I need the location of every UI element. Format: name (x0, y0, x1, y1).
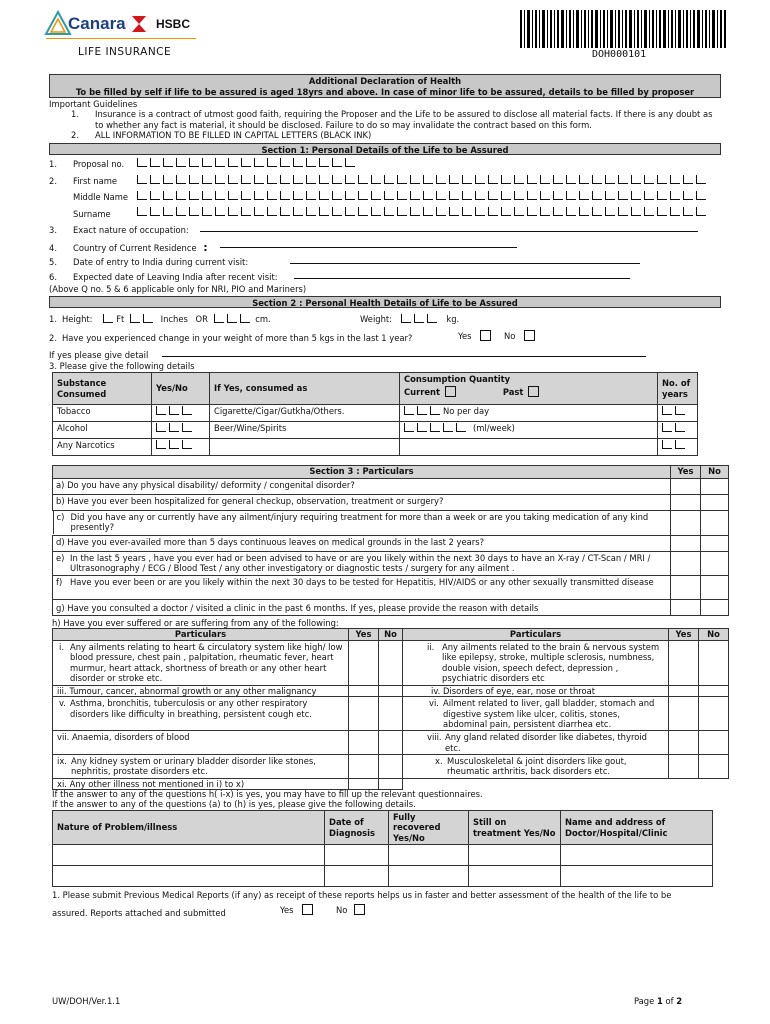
question-row: d) Have you ever-availed more than 5 days continuous leaves on medical grounds in the last 2 years? (53, 536, 729, 552)
answer-yes-cell[interactable] (671, 552, 701, 576)
letter-box[interactable] (228, 158, 238, 167)
reports-no: No (336, 904, 365, 915)
letter-box[interactable] (488, 207, 498, 216)
section3-no-header: No (701, 466, 729, 479)
letter-box[interactable] (579, 191, 589, 200)
answer-no-cell[interactable] (701, 479, 729, 495)
letter-box[interactable] (618, 207, 628, 216)
guidelines-heading: Important Guidelines (49, 99, 138, 109)
letter-box[interactable] (345, 191, 355, 200)
letter-box[interactable] (371, 175, 381, 184)
letter-box[interactable] (293, 207, 303, 216)
letter-box[interactable] (410, 207, 420, 216)
letter-box[interactable] (410, 175, 420, 184)
letter-box[interactable] (267, 191, 277, 200)
letter-box[interactable] (137, 207, 147, 216)
letter-box[interactable] (189, 207, 199, 216)
form-code: UW/DOH/Ver.1.1 (52, 996, 121, 1006)
substance-table (52, 372, 698, 456)
problem-details-table (52, 810, 713, 887)
yesno-boxes[interactable] (152, 439, 210, 456)
q3-label: 3. Please give the following details (49, 361, 195, 371)
letter-box[interactable] (332, 207, 342, 216)
logo (40, 8, 200, 60)
letter-box[interactable] (605, 175, 615, 184)
answer-yes-cell[interactable] (671, 575, 701, 599)
letter-box[interactable] (475, 175, 485, 184)
letter-box[interactable] (397, 191, 407, 200)
answer-no-cell[interactable] (701, 495, 729, 511)
section2-title: Section 2 : Personal Health Details of Life to be Assured (49, 296, 721, 308)
table-row: Alcohol Beer/Wine/Spirits (ml/week) (53, 422, 698, 439)
letter-box[interactable] (384, 207, 394, 216)
letter-box[interactable] (384, 175, 394, 184)
letter-box[interactable] (293, 175, 303, 184)
letter-box[interactable] (566, 207, 576, 216)
middle-name-input[interactable] (137, 191, 709, 201)
letter-box[interactable] (449, 191, 459, 200)
col-date: Date of Diagnosis (325, 811, 389, 845)
answer-no-cell[interactable] (701, 575, 729, 599)
letter-box[interactable] (423, 207, 433, 216)
particulars-row: v. Asthma, bronchitis, tuberculosis or any other respiratory disorders like difficulty in breathing, persistent cough etc. vi. Ailment related to liver, gall bladder, stomach and digestive system like ulcer, colitis, stones, abdominal pain, persistent diarrhea etc. (53, 697, 729, 731)
letter-box[interactable] (241, 158, 251, 167)
letter-box[interactable] (527, 191, 537, 200)
particulars-row: xi. Any other illness not mentioned in i) to x) (53, 778, 729, 789)
answer-no-cell[interactable] (701, 599, 729, 615)
letter-box[interactable] (475, 191, 485, 200)
life-insurance-label: LIFE INSURANCE (78, 46, 172, 58)
letter-box[interactable] (514, 207, 524, 216)
letter-box[interactable] (501, 191, 511, 200)
table-row (53, 866, 713, 887)
letter-box[interactable] (267, 207, 277, 216)
letter-box[interactable] (163, 207, 173, 216)
col-still: Still on treatment Yes/No (469, 811, 561, 845)
reports-submitted-label: assured. Reports attached and submitted (52, 908, 226, 918)
leaving-date-row: 6. Expected date of Leaving India after recent visit: (49, 272, 278, 282)
height-cm-box[interactable] (227, 314, 237, 323)
letter-box[interactable] (618, 175, 628, 184)
question-row: c) Did you have any or currently have any ailment/injury requiring treatment for more than a week or are you taking medication of any kind presently? (53, 511, 729, 536)
letter-box[interactable] (631, 175, 641, 184)
col-substance: Substance Consumed (53, 373, 152, 405)
middle-name-label: Middle Name (73, 192, 129, 202)
logo-underline (46, 38, 196, 39)
letter-box[interactable] (189, 158, 199, 167)
letter-box[interactable] (605, 191, 615, 200)
letter-box[interactable] (306, 158, 316, 167)
nri-note: (Above Q no. 5 & 6 applicable only for NRI, PIO and Mariners) (49, 284, 307, 294)
letter-box[interactable] (592, 191, 602, 200)
height-inch-box[interactable] (143, 314, 153, 323)
entry-date-input[interactable] (290, 256, 640, 264)
letter-box[interactable] (501, 175, 511, 184)
particulars-row: ix. Any kidney system or urinary bladder disorder like stones, nephritis, prostate disorders etc. x. Musculoskeletal & joint disorders like gout, rheumatic arthritis, back disorders etc. (53, 754, 729, 778)
letter-box[interactable] (189, 175, 199, 184)
letter-box[interactable] (540, 191, 550, 200)
col-ifyes: If Yes, consumed as (210, 373, 400, 405)
letter-box[interactable] (176, 175, 186, 184)
table-row (53, 845, 713, 866)
surname-label: Surname (73, 209, 111, 219)
letter-box[interactable] (202, 175, 212, 184)
height-row: 1. Height: Ft Inches OR cm. (49, 314, 271, 324)
letter-box[interactable] (540, 207, 550, 216)
letter-box[interactable] (423, 191, 433, 200)
letter-box[interactable] (150, 191, 160, 200)
years-boxes[interactable] (658, 405, 698, 422)
answer-no-cell[interactable] (701, 536, 729, 552)
question-row: g) Have you consulted a doctor / visited a clinic in the past 6 months. If yes, please provide the reason with details (53, 599, 729, 615)
letter-box[interactable] (631, 207, 641, 216)
letter-box[interactable] (410, 191, 420, 200)
height-cm-box[interactable] (214, 314, 224, 323)
particulars-row: iii. Tumour, cancer, abnormal growth or any other malignancy iv. Disorders of eye, ear, nose or throat (53, 686, 729, 697)
letter-box[interactable] (176, 158, 186, 167)
letter-box[interactable] (618, 191, 628, 200)
brand-canara: Canara (68, 14, 126, 33)
occupation-input[interactable] (200, 224, 698, 232)
letter-box[interactable] (475, 207, 485, 216)
letter-box[interactable] (163, 158, 173, 167)
proposal-no-row: 1. Proposal no. (49, 159, 125, 169)
letter-box[interactable] (358, 207, 368, 216)
guideline-item: 1. Insurance is a contract of utmost good faith, requiring the Proposer and the Life to be assured to disclose all material facts. If there is any doubt as to whether any fact is material, it should be disclosed. Failure to do so may invalidate the contract based on this form. (71, 109, 713, 130)
question-row: f) Have you ever been or are you likely within the next 30 days to be tested for Hepatitis, HIV/AIDS or any other sexually transmitted disease (53, 575, 729, 599)
letter-box[interactable] (137, 175, 147, 184)
qty-past-checkbox[interactable] (528, 386, 539, 397)
letter-box[interactable] (462, 191, 472, 200)
barcode-text: DOH000101 (592, 49, 647, 60)
letter-box[interactable] (514, 191, 524, 200)
barcode-icon (520, 10, 726, 48)
letter-box[interactable] (319, 158, 329, 167)
qty-cell[interactable]: (ml/week) (400, 422, 658, 439)
letter-box[interactable] (488, 175, 498, 184)
height-cm-box[interactable] (240, 314, 250, 323)
particulars-row: i. Any ailments relating to heart & circulatory system like high/ low blood pressure, chest pain , palpitation, rheumatic fever, heart murmur, heart attack, shortness of breath or any other heart disorder or stroke etc. ii. Any ailments related to the brain & nervous system like epilepsy, stroke, multiple sclerosis, numbness, double vision, speech defect, depression , psychiatric disorders etc (53, 641, 729, 686)
letter-box[interactable] (371, 207, 381, 216)
particulars-row: vii. Anaemia, disorders of blood viii. Any gland related disorder like diabetes, thyroid etc. (53, 731, 729, 755)
qty-cell[interactable]: No per day (400, 405, 658, 422)
letter-box[interactable] (605, 207, 615, 216)
answer-no-cell[interactable] (701, 511, 729, 536)
letter-box[interactable] (696, 207, 706, 216)
letter-box[interactable] (345, 158, 355, 167)
letter-box[interactable] (319, 191, 329, 200)
section3-yes-header: Yes (671, 466, 701, 479)
letter-box[interactable] (332, 191, 342, 200)
letter-box[interactable] (306, 191, 316, 200)
letter-box[interactable] (553, 191, 563, 200)
form-title-bar (49, 74, 721, 98)
letter-box[interactable] (267, 175, 277, 184)
letter-box[interactable] (592, 207, 602, 216)
reports-yes: Yes (280, 904, 313, 915)
brand-hsbc: HSBC (156, 17, 191, 31)
letter-box[interactable] (553, 207, 563, 216)
letter-box[interactable] (631, 191, 641, 200)
letter-box[interactable] (254, 207, 264, 216)
height-inch-box[interactable] (130, 314, 140, 323)
letter-box[interactable] (254, 175, 264, 184)
col-doctor: Name and address of Doctor/Hospital/Clinic (561, 811, 713, 845)
letter-box[interactable] (280, 175, 290, 184)
page-subtitle: To be filled by self if life to be assured is aged 18yrs and above. In case of minor life to be assured, details to be filled by proposer (75, 87, 695, 97)
particulars-header-right: Particulars (403, 629, 669, 641)
question-row: e) In the last 5 years , have you ever had or been advised to have or are you likely within the next 30 days to have an X-ray / CT-Scan / MRI / Ultrasonography / ECG / Blood Test / any other investigatory or diagnostic tests / surgery for any ailment . (53, 552, 729, 576)
letter-box[interactable] (644, 207, 654, 216)
letter-box[interactable] (696, 191, 706, 200)
letter-box[interactable] (579, 175, 589, 184)
letter-box[interactable] (566, 191, 576, 200)
letter-box[interactable] (449, 207, 459, 216)
answer-yes-cell[interactable] (671, 495, 701, 511)
letter-box[interactable] (540, 175, 550, 184)
letter-box[interactable] (514, 175, 524, 184)
letter-box[interactable] (306, 207, 316, 216)
letter-box[interactable] (228, 191, 238, 200)
country-input[interactable] (220, 240, 517, 248)
weight-row: Weight: kg. (360, 314, 460, 324)
guidelines (49, 99, 721, 140)
letter-box[interactable] (163, 191, 173, 200)
letter-box[interactable] (696, 175, 706, 184)
yesno-boxes[interactable] (152, 405, 210, 422)
letter-box[interactable] (371, 191, 381, 200)
section3-title: Section 3 : Particulars (53, 466, 671, 479)
letter-box[interactable] (202, 191, 212, 200)
letter-box[interactable] (163, 175, 173, 184)
country-row: 4. Country of Current Residence : (49, 241, 208, 254)
letter-box[interactable] (488, 191, 498, 200)
letter-box[interactable] (657, 191, 667, 200)
letter-box[interactable] (280, 207, 290, 216)
answer-no-cell[interactable] (701, 552, 729, 576)
letter-box[interactable] (657, 207, 667, 216)
reports-note: 1. Please submit Previous Medical Reports (if any) as receipt of these reports helps us in faster and better assessment of the health of the life to be (52, 890, 672, 900)
letter-box[interactable] (657, 175, 667, 184)
letter-box[interactable] (241, 207, 251, 216)
letter-box[interactable] (176, 207, 186, 216)
note-questionnaires: If the answer to any of the questions h( i-x) is yes, you may have to fill up the relevant questionnaires. (52, 789, 483, 799)
letter-box[interactable] (462, 207, 472, 216)
col-qty: Consumption Quantity Current Past (400, 373, 658, 405)
letter-box[interactable] (319, 175, 329, 184)
page-title: Additional Declaration of Health (308, 76, 462, 86)
letter-box[interactable] (306, 175, 316, 184)
qty-current-checkbox[interactable] (445, 386, 456, 397)
particulars-header-left: Particulars (53, 629, 349, 641)
letter-box[interactable] (293, 191, 303, 200)
answer-yes-cell[interactable] (671, 511, 701, 536)
h-question-label: h) Have you ever suffered or are suffering from any of the following: (52, 618, 339, 628)
question-row: a) Do you have any physical disability/ deformity / congenital disorder? (53, 479, 729, 495)
letter-box[interactable] (228, 207, 238, 216)
entry-date-row: 5. Date of entry to India during current visit: (49, 257, 249, 267)
letter-box[interactable] (280, 158, 290, 167)
letter-box[interactable] (241, 175, 251, 184)
letter-box[interactable] (215, 158, 225, 167)
letter-box[interactable] (254, 191, 264, 200)
letter-box[interactable] (644, 191, 654, 200)
letter-box[interactable] (527, 175, 537, 184)
letter-box[interactable] (280, 191, 290, 200)
first-name-row: 2. First name (49, 176, 118, 186)
letter-box[interactable] (150, 207, 160, 216)
weight-change-yes-checkbox[interactable] (480, 330, 491, 341)
letter-box[interactable] (358, 175, 368, 184)
letter-box[interactable] (228, 175, 238, 184)
answer-yes-cell[interactable] (671, 479, 701, 495)
letter-box[interactable] (553, 175, 563, 184)
section3-table (52, 465, 729, 616)
weight-box[interactable] (427, 314, 437, 323)
col-years: No. of years (658, 373, 698, 405)
letter-box[interactable] (436, 175, 446, 184)
letter-box[interactable] (670, 175, 680, 184)
letter-box[interactable] (293, 158, 303, 167)
guideline-item: 2. ALL INFORMATION TO BE FILLED IN CAPITAL LETTERS (BLACK INK) (71, 129, 372, 140)
letter-box[interactable] (436, 207, 446, 216)
answer-yes-cell[interactable] (671, 599, 701, 615)
reports-yes-checkbox[interactable] (302, 904, 313, 915)
letter-box[interactable] (683, 191, 693, 200)
letter-box[interactable] (449, 175, 459, 184)
weight-change-no: No (504, 330, 535, 341)
weight-change-row: 2. Have you experienced change in your weight of more than 5 kgs in the last 1 year? (49, 333, 413, 343)
letter-box[interactable] (462, 175, 472, 184)
letter-box[interactable] (423, 175, 433, 184)
letter-box[interactable] (215, 175, 225, 184)
letter-box[interactable] (332, 158, 342, 167)
years-boxes[interactable] (658, 422, 698, 439)
col-yesno: Yes/No (152, 373, 210, 405)
letter-box[interactable] (137, 191, 147, 200)
letter-box[interactable] (267, 158, 277, 167)
letter-box[interactable] (189, 191, 199, 200)
first-name-input[interactable] (137, 175, 709, 185)
letter-box[interactable] (254, 158, 264, 167)
letter-box[interactable] (592, 175, 602, 184)
yesno-boxes[interactable] (152, 422, 210, 439)
letter-box[interactable] (670, 191, 680, 200)
page-number: Page 1 of 2 (634, 996, 683, 1006)
occupation-row: 3. Exact nature of occupation: (49, 225, 189, 235)
letter-box[interactable] (150, 175, 160, 184)
weight-box[interactable] (401, 314, 411, 323)
letter-box[interactable] (501, 207, 511, 216)
letter-box[interactable] (436, 191, 446, 200)
reports-no-checkbox[interactable] (354, 904, 365, 915)
letter-box[interactable] (345, 207, 355, 216)
letter-box[interactable] (137, 158, 147, 167)
letter-box[interactable] (150, 158, 160, 167)
letter-box[interactable] (319, 207, 329, 216)
section1-title: Section 1: Personal Details of the Life to be Assured (49, 143, 721, 155)
letter-box[interactable] (202, 158, 212, 167)
letter-box[interactable] (215, 207, 225, 216)
hsbc-hexagon-icon (126, 16, 152, 32)
leaving-date-input[interactable] (294, 271, 630, 279)
letter-box[interactable] (397, 175, 407, 184)
letter-box[interactable] (241, 191, 251, 200)
letter-box[interactable] (358, 191, 368, 200)
col-nature: Nature of Problem/illness (53, 811, 325, 845)
letter-box[interactable] (683, 207, 693, 216)
table-row: Any Narcotics (53, 439, 698, 456)
letter-box[interactable] (215, 191, 225, 200)
weight-change-no-checkbox[interactable] (524, 330, 535, 341)
letter-box[interactable] (579, 207, 589, 216)
letter-box[interactable] (176, 191, 186, 200)
letter-box[interactable] (644, 175, 654, 184)
years-boxes[interactable] (658, 439, 698, 456)
details-label: If yes please give detail (49, 350, 149, 360)
weight-box[interactable] (414, 314, 424, 323)
letter-box[interactable] (384, 191, 394, 200)
table-row: Tobacco Cigarette/Cigar/Gutkha/Others. No per day (53, 405, 698, 422)
proposal-no-input[interactable] (137, 158, 358, 168)
letter-box[interactable] (527, 207, 537, 216)
height-ft-box[interactable] (103, 314, 113, 323)
answer-yes-cell[interactable] (671, 536, 701, 552)
col-recovered: Fully recovered Yes/No (389, 811, 469, 845)
letter-box[interactable] (397, 207, 407, 216)
surname-input[interactable] (137, 207, 709, 217)
letter-box[interactable] (332, 175, 342, 184)
weight-details-input[interactable] (162, 349, 646, 357)
note-details: If the answer to any of the questions (a) to (h) is yes, please give the following details. (52, 799, 416, 809)
letter-box[interactable] (566, 175, 576, 184)
letter-box[interactable] (345, 175, 355, 184)
weight-change-yes: Yes (458, 330, 491, 341)
letter-box[interactable] (202, 207, 212, 216)
letter-box[interactable] (670, 207, 680, 216)
letter-box[interactable] (683, 175, 693, 184)
question-row: b) Have you ever been hospitalized for general checkup, observation, treatment or surgery? (53, 495, 729, 511)
particulars-table: Particulars Yes No Particulars Yes No i. Any ailments relating to heart & circulatory system like high/ low blood pressure, chest pain , palpitation, rheumatic fever, heart murmur, heart attack, shortness of breath or any other heart disorder or stroke etc. ii. Any ailments related to the brain & nervous system like epilepsy, stroke, multiple sclerosis, numbness, double vision, speech defect, depression , psychiatric disorders etc iii. Tumour, cancer, abnormal growth or any other malignancy iv. Disorders of eye, ear, nose or throat v. Asthma, bronchitis, tuberculosis or any other respiratory disorders like difficulty in breathing, persistent cough etc. vi. Ailment related to liver, gall bladder, stomach and digestive system like ulcer, colitis, stones, abdominal pain, persistent diarrhea etc. vii. Anaemia, disorders of blood viii. Any gland related disorder like diabetes, thyroid etc. ix. Any kidney system or urinary bladder disorder like stones, nephritis, prostate disorders etc. x. Musculoskeletal & joint disorders like gout, rheumatic arthritis, back disorders etc. xi. Any other illness not mentioned in i) to x) (52, 628, 729, 790)
